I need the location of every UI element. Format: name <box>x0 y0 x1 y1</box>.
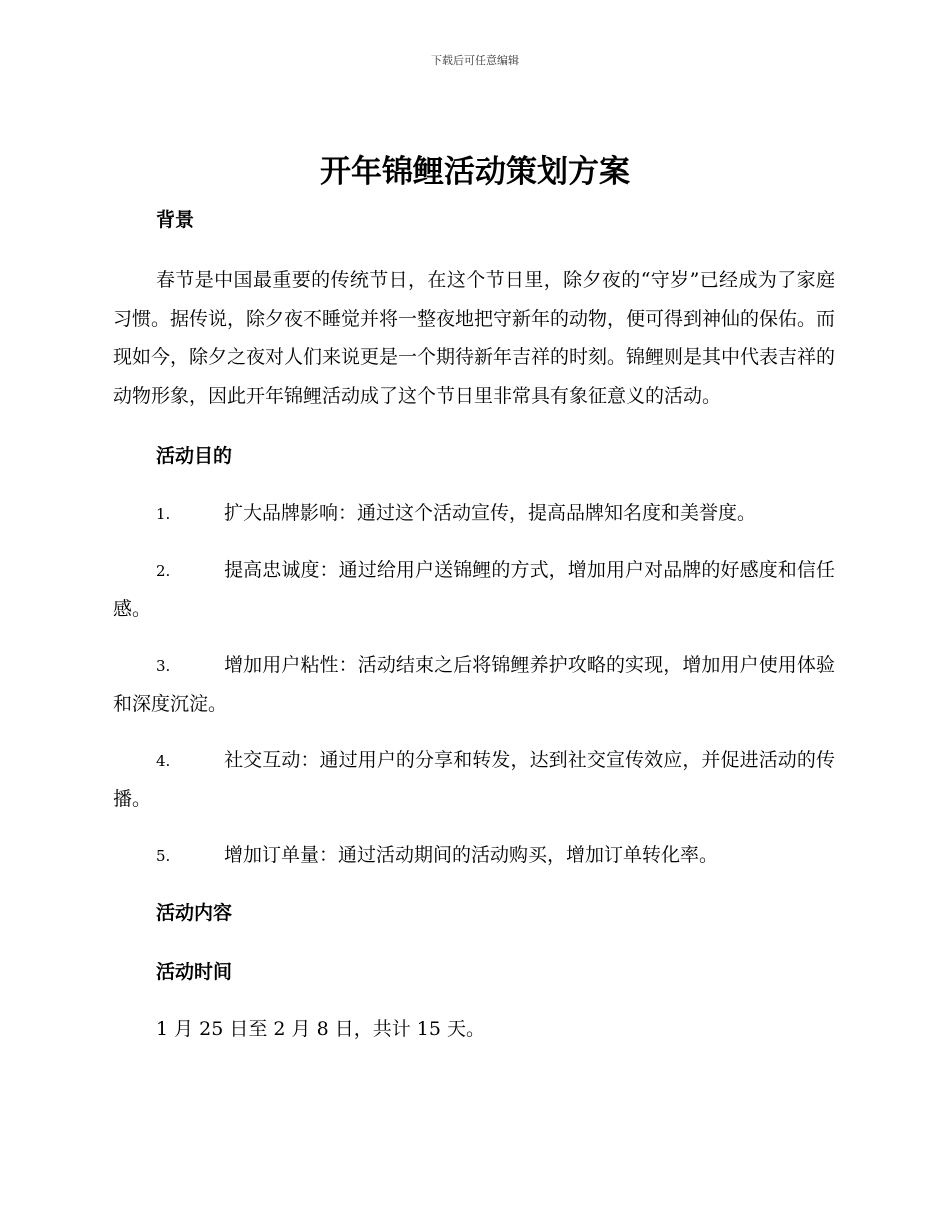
section-heading-goals: 活动目的 <box>156 445 233 467</box>
page-header-note: 下载后可任意编辑 <box>431 54 519 67</box>
goal-item-4 <box>113 741 835 819</box>
document-body <box>113 199 835 1049</box>
goal-item-5 <box>113 836 835 876</box>
document-title: 开年锦鲤活动策划方案 <box>320 154 630 190</box>
section-heading-background: 背景 <box>156 209 195 231</box>
goal-item-1 <box>113 494 835 534</box>
goal-number: 2. <box>156 561 171 580</box>
section-heading-content: 活动内容 <box>156 902 233 924</box>
time-paragraph: 1 月 25 日至 2 月 8 日，共计 15 天。 <box>156 1018 485 1040</box>
goal-text: 扩大品牌影响：通过这个活动宣传，提高品牌知名度和美誉度。 <box>224 502 757 524</box>
goal-text: 社交互动：通过用户的分享和转发，达到社交宣传效应，并促进活动的传播。 <box>113 748 835 810</box>
goal-number: 3. <box>156 656 171 675</box>
goal-text: 增加用户粘性：活动结束之后将锦鲤养护攻略的实现，增加用户使用体验和深度沉淀。 <box>113 653 835 715</box>
section-heading-time: 活动时间 <box>156 961 233 983</box>
goal-number: 1. <box>156 505 171 523</box>
goal-text: 增加订单量：通过活动期间的活动购买，增加订单转化率。 <box>224 843 719 866</box>
background-paragraph: 春节是中国最重要的传统节日，在这个节日里，除夕夜的“守岁”已经成为了家庭习惯。据传说，除夕夜不睡觉并将一整夜地把守新年的动物，便可得到神仙的保佑。而现如今，除夕之夜对人们来说更是一个期待新年吉祥的时刻。锦鲤则是其中代表吉祥的动物形象，因此开年锦鲤活动成了这个节日里非常具有象征意义的活动。 <box>113 269 836 407</box>
goal-number: 4. <box>156 751 171 770</box>
goal-item-3 <box>113 646 835 724</box>
goal-text: 提高忠诚度：通过给用户送锦鲤的方式，增加用户对品牌的好感度和信任感。 <box>113 558 835 620</box>
goal-number: 5. <box>156 846 171 865</box>
goal-item-2 <box>113 551 835 629</box>
